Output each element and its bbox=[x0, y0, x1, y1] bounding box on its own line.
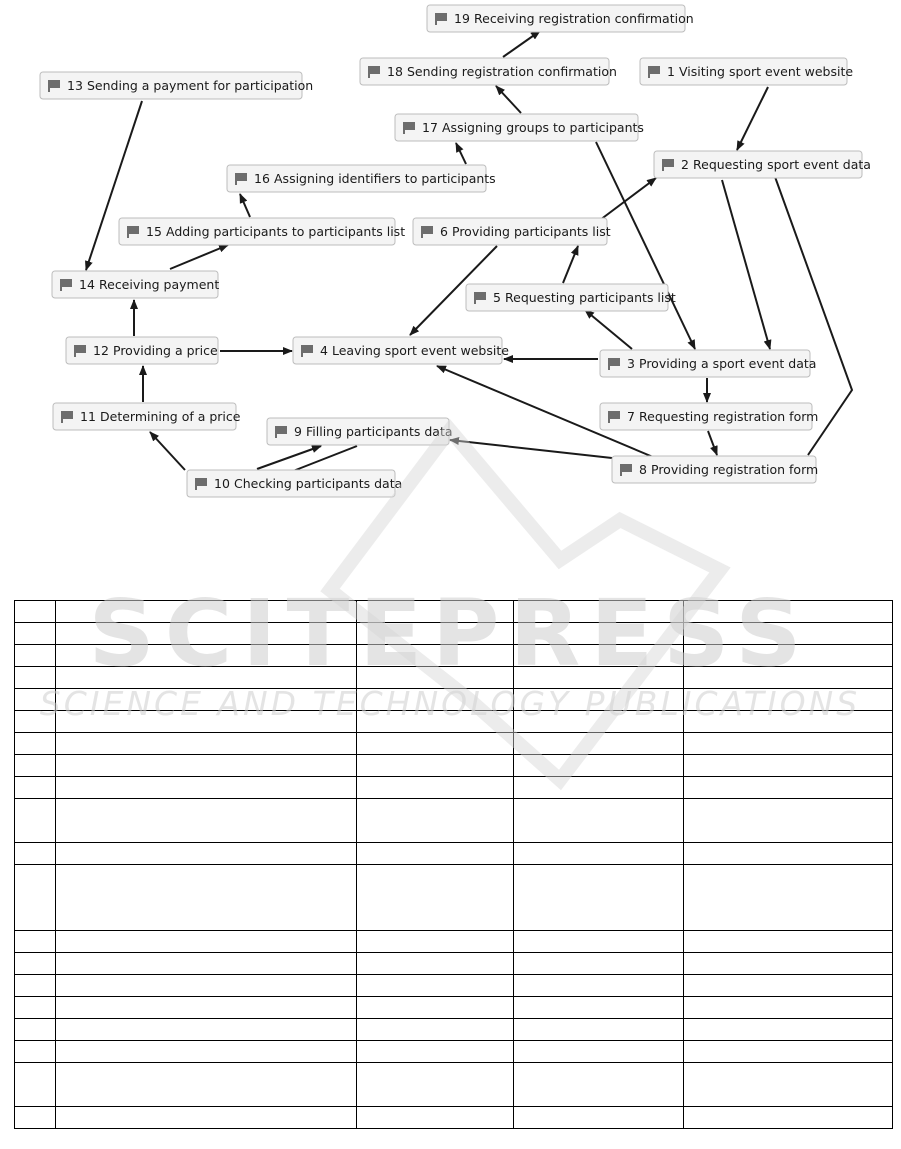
node-id: 4 bbox=[320, 343, 328, 358]
node-label: Visiting sport event website bbox=[679, 64, 854, 79]
node-label: Leaving sport event website bbox=[332, 343, 509, 358]
table-cell bbox=[56, 975, 357, 997]
node-11[interactable] bbox=[53, 403, 241, 430]
table-cell bbox=[684, 777, 893, 799]
node-label: Receiving payment bbox=[99, 277, 220, 292]
table-cell bbox=[514, 623, 684, 645]
table-cell bbox=[56, 733, 357, 755]
table-cell bbox=[684, 1041, 893, 1063]
table-cell bbox=[15, 865, 56, 931]
table-cell bbox=[56, 1107, 357, 1129]
node-label: Assigning identifiers to participants bbox=[274, 171, 496, 186]
table-cell bbox=[357, 799, 514, 843]
table-cell bbox=[15, 733, 56, 755]
table-cell bbox=[15, 667, 56, 689]
node-id: 12 bbox=[93, 343, 109, 358]
table-cell bbox=[357, 601, 514, 623]
node-id: 1 bbox=[667, 64, 675, 79]
edge-5-6 bbox=[563, 246, 578, 283]
node-16[interactable] bbox=[227, 165, 496, 192]
table-cell bbox=[357, 843, 514, 865]
table-cell bbox=[684, 865, 893, 931]
table-cell bbox=[357, 777, 514, 799]
table-cell bbox=[56, 1041, 357, 1063]
table-row bbox=[15, 667, 893, 689]
table-cell bbox=[514, 733, 684, 755]
edge-7-8 bbox=[708, 431, 717, 455]
table-cell bbox=[684, 1063, 893, 1107]
table-cell bbox=[357, 953, 514, 975]
table-cell bbox=[514, 953, 684, 975]
table-cell bbox=[15, 601, 56, 623]
table-row bbox=[15, 953, 893, 975]
table-cell bbox=[514, 1107, 684, 1129]
table-cell bbox=[15, 953, 56, 975]
table-cell bbox=[684, 1019, 893, 1041]
node-id: 8 bbox=[639, 462, 647, 477]
node-id: 18 bbox=[387, 64, 403, 79]
table-cell bbox=[684, 953, 893, 975]
node-id: 5 bbox=[493, 290, 501, 305]
node-12[interactable] bbox=[66, 337, 218, 364]
node-id: 13 bbox=[67, 78, 83, 93]
table-cell bbox=[15, 711, 56, 733]
node-id: 19 bbox=[454, 11, 470, 26]
table-row bbox=[15, 975, 893, 997]
nodes-layer bbox=[40, 5, 871, 497]
node-id: 10 bbox=[214, 476, 230, 491]
node-label: Requesting participants list bbox=[505, 290, 676, 305]
table-cell bbox=[56, 931, 357, 953]
table-row bbox=[15, 777, 893, 799]
table-cell bbox=[684, 975, 893, 997]
table-cell bbox=[357, 1107, 514, 1129]
table-cell bbox=[56, 799, 357, 843]
node-label: Checking participants data bbox=[234, 476, 403, 491]
table-cell bbox=[357, 931, 514, 953]
table-cell bbox=[514, 865, 684, 931]
table-cell bbox=[357, 1041, 514, 1063]
node-2[interactable] bbox=[654, 151, 871, 178]
table-cell bbox=[56, 953, 357, 975]
table-cell bbox=[357, 623, 514, 645]
edge-2-3 bbox=[722, 180, 770, 349]
table-cell bbox=[514, 843, 684, 865]
table-cell bbox=[357, 755, 514, 777]
table-row bbox=[15, 601, 893, 623]
node-id: 7 bbox=[627, 409, 635, 424]
node-label: Filling participants data bbox=[306, 424, 453, 439]
table-cell bbox=[15, 799, 56, 843]
table-cell bbox=[357, 865, 514, 931]
node-id: 17 bbox=[422, 120, 438, 135]
node-8[interactable] bbox=[612, 456, 818, 483]
table-row bbox=[15, 997, 893, 1019]
edge-10-9 bbox=[257, 446, 321, 469]
node-id: 14 bbox=[79, 277, 95, 292]
node-id: 15 bbox=[146, 224, 162, 239]
node-id: 3 bbox=[627, 356, 635, 371]
table-cell bbox=[357, 1019, 514, 1041]
table-row bbox=[15, 865, 893, 931]
node-id: 2 bbox=[681, 157, 689, 172]
table-cell bbox=[56, 601, 357, 623]
edge-17-18 bbox=[496, 86, 521, 113]
table-row bbox=[15, 689, 893, 711]
node-label: Assigning groups to participants bbox=[442, 120, 644, 135]
table-cell bbox=[357, 1063, 514, 1107]
table-cell bbox=[15, 975, 56, 997]
table-cell bbox=[357, 975, 514, 997]
edge-14-15 bbox=[170, 245, 228, 269]
table-body bbox=[15, 601, 893, 1129]
table-cell bbox=[56, 1063, 357, 1107]
node-label: Providing participants list bbox=[452, 224, 611, 239]
table-cell bbox=[56, 777, 357, 799]
table-cell bbox=[357, 689, 514, 711]
table-row bbox=[15, 711, 893, 733]
table-cell bbox=[684, 601, 893, 623]
table-cell bbox=[684, 667, 893, 689]
node-13[interactable] bbox=[40, 72, 313, 99]
table-cell bbox=[56, 1019, 357, 1041]
table-cell bbox=[56, 755, 357, 777]
table-cell bbox=[684, 623, 893, 645]
node-label: Receiving registration confirmation bbox=[474, 11, 694, 26]
watermark-brand: SCITEPRESS bbox=[88, 580, 812, 687]
node-18[interactable] bbox=[360, 58, 617, 85]
table-cell bbox=[357, 733, 514, 755]
table-cell bbox=[514, 601, 684, 623]
table-cell bbox=[514, 997, 684, 1019]
table-cell bbox=[514, 931, 684, 953]
table-cell bbox=[15, 623, 56, 645]
node-label: Determining of a price bbox=[100, 409, 241, 424]
table-cell bbox=[684, 799, 893, 843]
node-5[interactable] bbox=[466, 284, 676, 311]
node-label: Adding participants to participants list bbox=[166, 224, 406, 239]
table-cell bbox=[684, 733, 893, 755]
node-label: Sending registration confirmation bbox=[407, 64, 617, 79]
table-row bbox=[15, 623, 893, 645]
edge-3-5 bbox=[585, 310, 632, 349]
node-id: 16 bbox=[254, 171, 270, 186]
node-label: Providing registration form bbox=[651, 462, 819, 477]
table-cell bbox=[56, 711, 357, 733]
node-3[interactable] bbox=[600, 350, 816, 377]
node-9[interactable] bbox=[267, 418, 453, 445]
edge-18-19 bbox=[503, 31, 540, 57]
node-label: Requesting registration form bbox=[639, 409, 819, 424]
table-cell bbox=[56, 667, 357, 689]
table-cell bbox=[514, 975, 684, 997]
table-cell bbox=[15, 931, 56, 953]
table-row bbox=[15, 733, 893, 755]
table-cell bbox=[514, 777, 684, 799]
table-cell bbox=[15, 1019, 56, 1041]
edge-15-16 bbox=[240, 194, 250, 217]
node-14[interactable] bbox=[52, 271, 219, 298]
table-cell bbox=[15, 755, 56, 777]
table-cell bbox=[15, 1107, 56, 1129]
table-cell bbox=[15, 689, 56, 711]
table-cell bbox=[56, 623, 357, 645]
table-row bbox=[15, 1063, 893, 1107]
table-cell bbox=[56, 689, 357, 711]
table-row bbox=[15, 1107, 893, 1129]
table-cell bbox=[514, 667, 684, 689]
node-17[interactable] bbox=[395, 114, 644, 141]
node-7[interactable] bbox=[600, 403, 818, 430]
table-cell bbox=[357, 711, 514, 733]
table-cell bbox=[357, 997, 514, 1019]
table-cell bbox=[684, 843, 893, 865]
table-cell bbox=[684, 689, 893, 711]
table-cell bbox=[514, 689, 684, 711]
table-cell bbox=[56, 997, 357, 1019]
edge-10-11 bbox=[150, 432, 185, 470]
node-6[interactable] bbox=[413, 218, 611, 245]
table-cell bbox=[514, 711, 684, 733]
table-cell bbox=[684, 755, 893, 777]
table-cell bbox=[684, 997, 893, 1019]
table-cell bbox=[514, 1019, 684, 1041]
table-cell bbox=[15, 1041, 56, 1063]
table-cell bbox=[684, 1107, 893, 1129]
table-cell bbox=[514, 799, 684, 843]
table-cell bbox=[357, 645, 514, 667]
table-row bbox=[15, 1019, 893, 1041]
table-cell bbox=[684, 931, 893, 953]
table-row bbox=[15, 843, 893, 865]
table-cell bbox=[56, 843, 357, 865]
node-4[interactable] bbox=[293, 337, 509, 364]
edge-6-2 bbox=[600, 178, 656, 220]
table-row bbox=[15, 799, 893, 843]
table-row bbox=[15, 755, 893, 777]
table-cell bbox=[15, 843, 56, 865]
node-id: 9 bbox=[294, 424, 302, 439]
table-cell bbox=[684, 645, 893, 667]
table-row bbox=[15, 1041, 893, 1063]
node-label: Sending a payment for participation bbox=[87, 78, 314, 93]
watermark-subtitle: SCIENCE AND TECHNOLOGY PUBLICATIONS bbox=[39, 684, 861, 723]
node-15[interactable] bbox=[119, 218, 405, 245]
table-cell bbox=[56, 865, 357, 931]
node-label: Requesting sport event data bbox=[693, 157, 871, 172]
process-diagram bbox=[0, 0, 901, 560]
edge-8-9 bbox=[450, 440, 612, 458]
table-row bbox=[15, 645, 893, 667]
table-row bbox=[15, 931, 893, 953]
table-cell bbox=[357, 667, 514, 689]
node-10[interactable] bbox=[187, 470, 402, 497]
node-id: 6 bbox=[440, 224, 448, 239]
node-19[interactable] bbox=[427, 5, 694, 32]
table-cell bbox=[56, 645, 357, 667]
table-cell bbox=[15, 777, 56, 799]
table-cell bbox=[15, 1063, 56, 1107]
edge-16-17 bbox=[456, 143, 466, 164]
data-table bbox=[14, 600, 893, 1129]
table-cell bbox=[684, 711, 893, 733]
table-cell bbox=[514, 1063, 684, 1107]
table-cell bbox=[514, 755, 684, 777]
table-cell bbox=[514, 645, 684, 667]
table-cell bbox=[514, 1041, 684, 1063]
edge-1-2 bbox=[737, 87, 768, 150]
table-cell bbox=[15, 997, 56, 1019]
node-label: Providing a price bbox=[113, 343, 218, 358]
node-1[interactable] bbox=[640, 58, 853, 85]
node-id: 11 bbox=[80, 409, 96, 424]
node-label: Providing a sport event data bbox=[639, 356, 817, 371]
table-cell bbox=[15, 645, 56, 667]
